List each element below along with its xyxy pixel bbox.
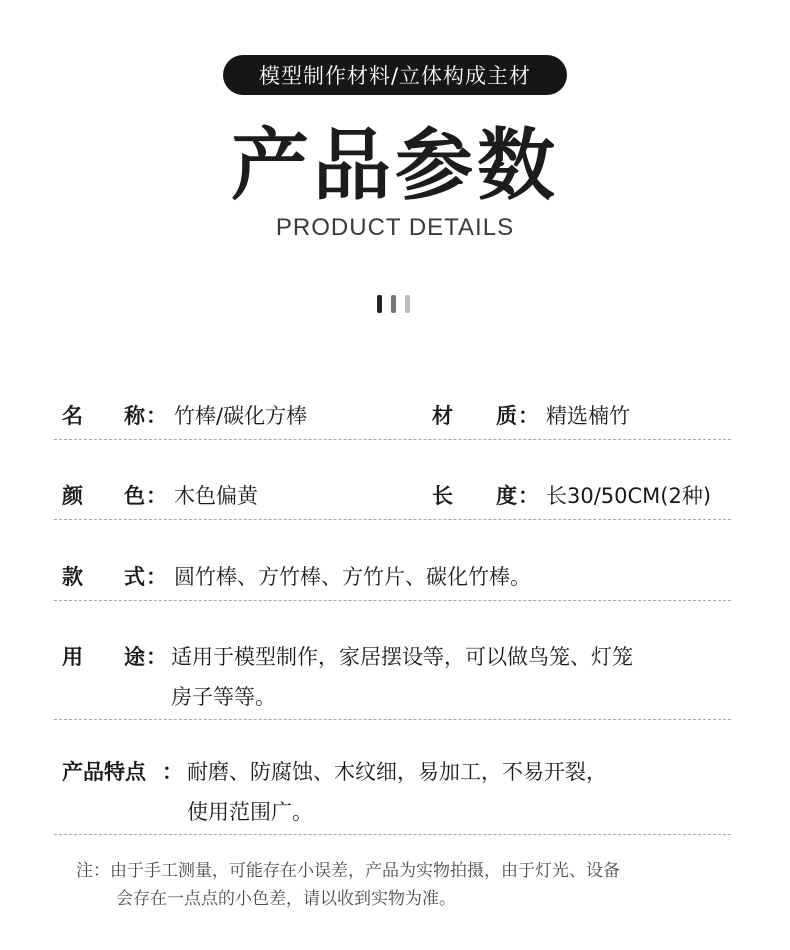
category-badge (223, 55, 567, 95)
spec-label-usage-a: 用 (62, 645, 83, 669)
spec-row-name-material (54, 395, 731, 440)
page-title: 产品参数 (230, 121, 559, 211)
spec-colon: ： (146, 484, 167, 508)
spec-value-features-line2: 使用范围广。 (187, 800, 313, 824)
spec-value-usage-line1: 适用于模型制作，家居摆设等，可以做鸟笼、灯笼 (171, 645, 633, 669)
spec-row-features (54, 751, 731, 835)
spec-colon: ： (146, 404, 167, 428)
decor-bar-1 (377, 295, 382, 313)
spec-label-material-a: 材 (432, 404, 453, 428)
spec-label-features: 产品特点 (62, 760, 146, 784)
spec-label-color-a: 颜 (62, 484, 83, 508)
page-subtitle: PRODUCT DETAILS (275, 214, 515, 241)
spec-label-style-b: 式 (124, 565, 145, 589)
spec-label-material-b: 质 (496, 404, 517, 428)
decor-bar-2 (391, 295, 396, 313)
spec-colon: ： (518, 404, 539, 428)
disclaimer-note (76, 857, 736, 913)
spec-value-color: 木色偏黄 (174, 484, 258, 508)
decor-bar-3 (405, 295, 410, 313)
spec-colon: ： (146, 645, 167, 669)
spec-value-material: 精选楠竹 (546, 404, 630, 428)
spec-value-length: 长30/50CM(2种) (546, 484, 712, 508)
spec-row-usage (54, 636, 731, 720)
spec-label-name-b: 称 (124, 404, 145, 428)
spec-colon: ： (162, 760, 183, 784)
disclaimer-line-2: 会存在一点点的小色差，请以收到实物为准。 (116, 889, 456, 909)
category-badge-text: 模型制作材料/立体构成主材 (258, 64, 532, 88)
spec-label-usage-b: 途 (124, 645, 145, 669)
spec-label-style-a: 款 (62, 565, 83, 589)
spec-value-name: 竹棒/碳化方棒 (174, 404, 308, 428)
spec-label-name-a: 名 (62, 404, 83, 428)
spec-colon: ： (146, 565, 167, 589)
spec-value-usage-line2: 房子等等。 (171, 685, 276, 709)
spec-colon: ： (518, 484, 539, 508)
decor-bars (377, 295, 410, 313)
spec-label-length-a: 长 (432, 484, 453, 508)
spec-label-length-b: 度 (496, 484, 517, 508)
spec-label-color-b: 色 (124, 484, 145, 508)
disclaimer-line-1: 注：由于手工测量，可能存在小误差，产品为实物拍摄，由于灯光、设备 (76, 861, 620, 881)
spec-value-features-line1: 耐磨、防腐蚀、木纹细，易加工，不易开裂， (187, 760, 607, 784)
spec-value-style: 圆竹棒、方竹棒、方竹片、碳化竹棒。 (174, 565, 531, 589)
spec-row-color-length (54, 476, 731, 520)
spec-row-style (54, 556, 731, 601)
